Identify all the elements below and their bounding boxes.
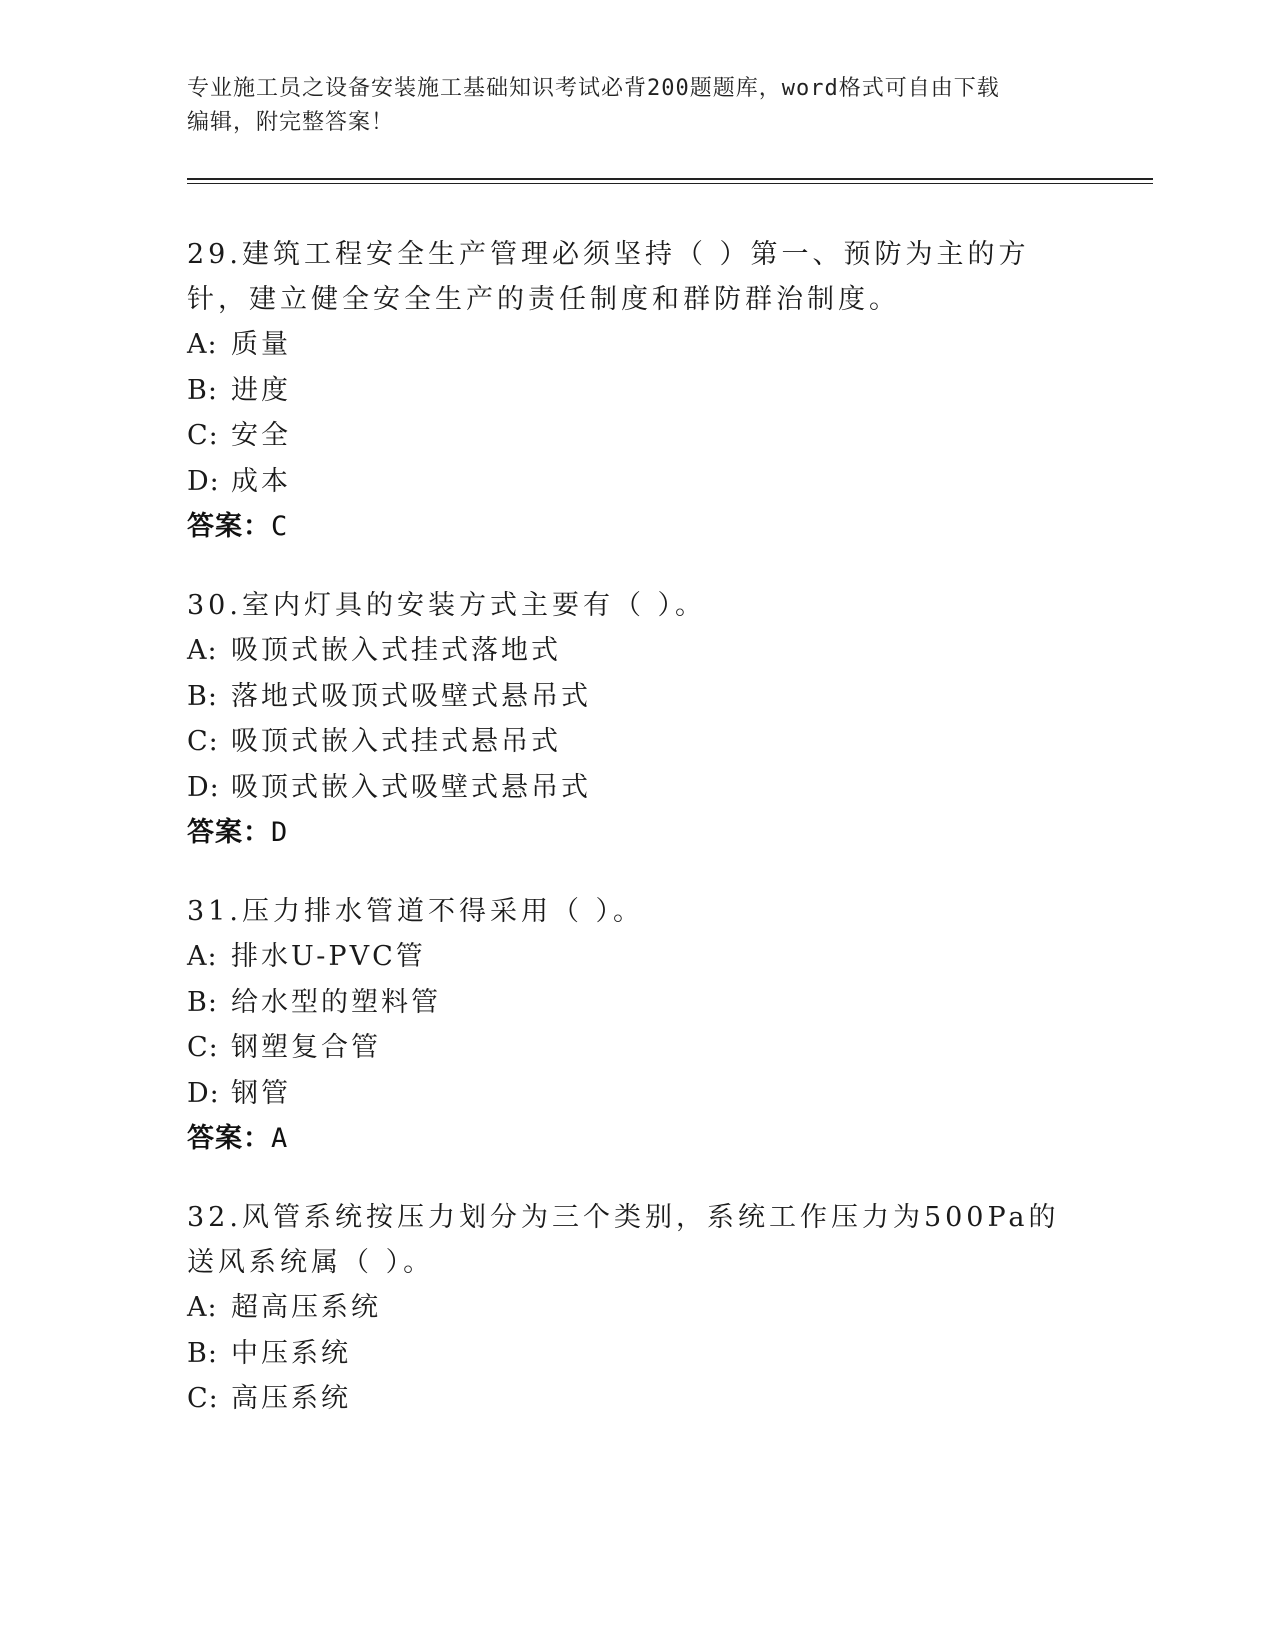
option-text: 给水型的塑料管 [231, 986, 441, 1018]
answer-option [187, 719, 1087, 765]
option-text: 钢塑复合管 [231, 1032, 381, 1063]
option-text: 落地式吸顶式吸壁式悬吊式 [231, 680, 591, 712]
option-letter: A: [187, 1292, 218, 1323]
answer-option [187, 1376, 1087, 1422]
answer-line [187, 1116, 1087, 1162]
option-letter: C: [187, 726, 219, 757]
question-stem: 30.室内灯具的安装方式主要有（ ）。 [187, 590, 707, 621]
option-letter: D: [187, 771, 220, 803]
option-text: 成本 [231, 465, 291, 497]
answer-line [187, 810, 1087, 856]
option-letter: C: [187, 1032, 219, 1063]
option-text: 中压系统 [231, 1337, 351, 1369]
header-line-2: 编辑，附完整答案！ [187, 110, 395, 135]
answer-label: 答案： [187, 511, 271, 542]
answer-option [187, 980, 1087, 1026]
option-letter: A: [187, 329, 218, 360]
option-text: 吸顶式嵌入式挂式落地式 [231, 635, 561, 666]
option-text: 排水U-PVC管 [231, 941, 426, 972]
option-letter: D: [187, 465, 220, 497]
option-text: 吸顶式嵌入式吸壁式悬吊式 [231, 771, 591, 803]
question-list [187, 232, 1087, 1455]
option-text: 钢管 [231, 1077, 291, 1109]
answer-value: A [271, 1123, 289, 1154]
answer-value: D [271, 817, 289, 848]
question-stem: 29.建筑工程安全生产管理必须坚持（ ）第一、预防为主的方针，建立健全安全生产的责任制度和群防群治制度。 [187, 239, 1030, 315]
option-letter: C: [187, 420, 219, 451]
question-stem: 31.压力排水管道不得采用（ ）。 [187, 896, 645, 927]
answer-option [187, 368, 1087, 414]
option-letter: B: [187, 680, 218, 712]
header-divider-thick [187, 178, 1153, 180]
option-letter: B: [187, 986, 218, 1018]
option-letter: B: [187, 374, 218, 406]
answer-option [187, 628, 1087, 674]
question-block [187, 583, 1087, 856]
answer-value: C [271, 511, 289, 542]
document-header [187, 72, 1087, 140]
question-block [187, 889, 1087, 1162]
answer-option [187, 413, 1087, 459]
answer-option [187, 765, 1087, 811]
option-text: 质量 [231, 329, 291, 360]
question-block [187, 1195, 1087, 1422]
answer-option [187, 1025, 1087, 1071]
option-text: 超高压系统 [231, 1292, 381, 1323]
answer-option [187, 934, 1087, 980]
answer-label: 答案： [187, 1123, 271, 1154]
option-text: 进度 [231, 374, 291, 406]
answer-option [187, 459, 1087, 505]
option-letter: D: [187, 1077, 220, 1109]
answer-option [187, 322, 1087, 368]
option-text: 高压系统 [231, 1383, 351, 1414]
option-letter: A: [187, 941, 218, 972]
question-stem: 32.风管系统按压力划分为三个类别，系统工作压力为500Pa的送风系统属（ ）。 [187, 1202, 1060, 1278]
answer-option [187, 674, 1087, 720]
option-text: 吸顶式嵌入式挂式悬吊式 [231, 726, 561, 757]
answer-line [187, 504, 1087, 550]
header-line-1: 专业施工员之设备安装施工基础知识考试必背200题题库，word格式可自由下载 [187, 76, 1000, 101]
answer-option [187, 1331, 1087, 1377]
option-letter: B: [187, 1337, 218, 1369]
header-divider-thin [187, 183, 1153, 184]
answer-option [187, 1285, 1087, 1331]
answer-label: 答案： [187, 817, 271, 848]
option-letter: A: [187, 635, 218, 666]
answer-option [187, 1071, 1087, 1117]
question-block [187, 232, 1087, 550]
option-text: 安全 [231, 420, 291, 451]
option-letter: C: [187, 1383, 219, 1414]
